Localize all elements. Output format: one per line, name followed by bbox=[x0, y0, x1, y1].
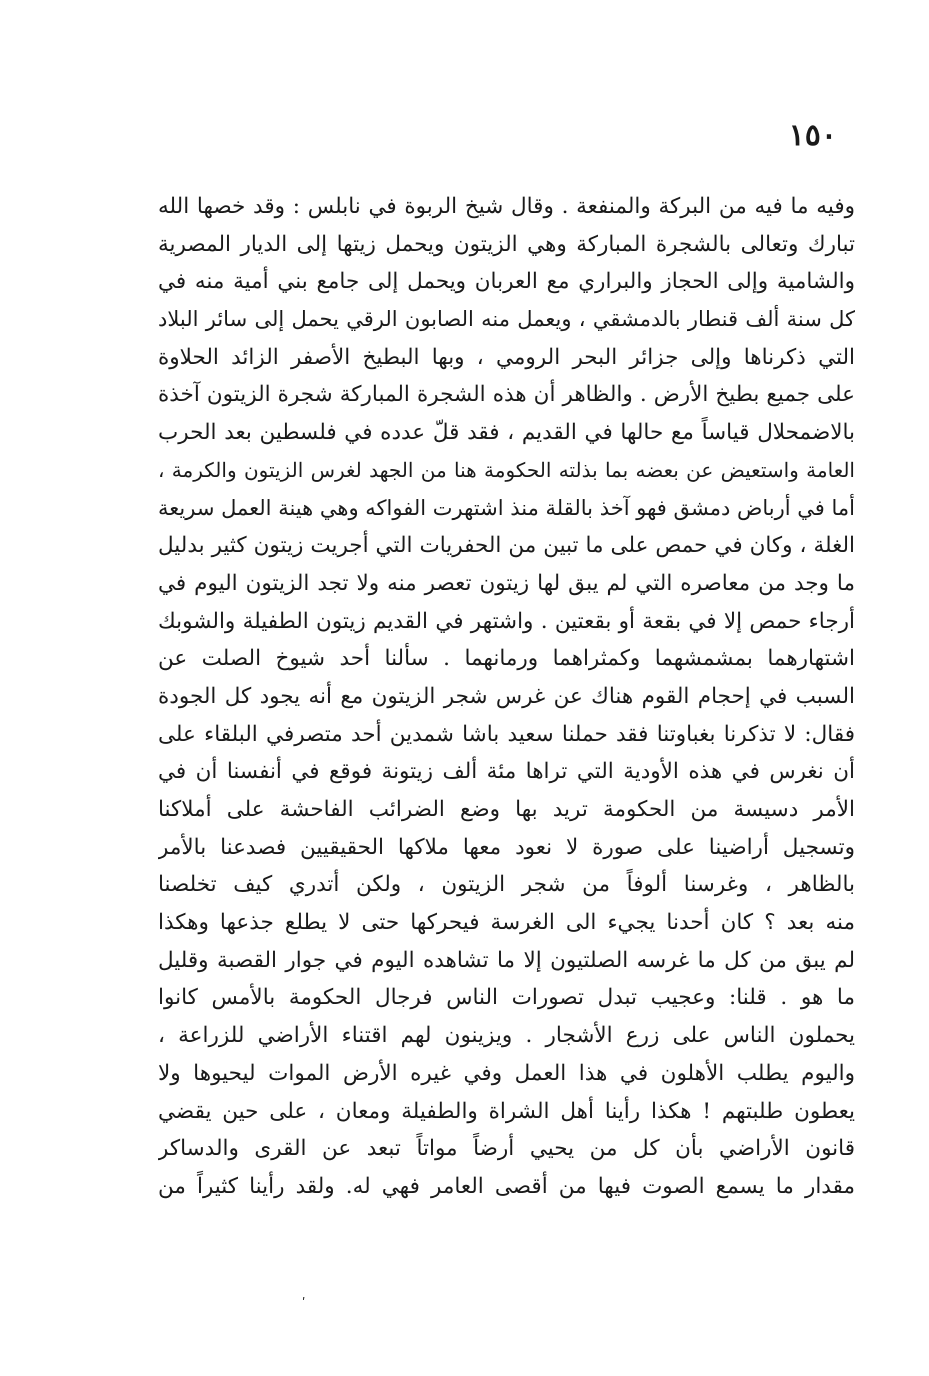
text-line: السبب في إحجام القوم هناك عن غرس شجر الزيتون مع أنه يجود كل الجودة bbox=[158, 683, 855, 709]
text-line: وتسجيل أراضينا على صورة لا نعود معها ملاكها الحقيقيين فصدعنا بالأمر bbox=[158, 834, 855, 860]
text-line: والشامية وإلى الحجاز والبراري مع العربان ويحمل إلى جامع بني أمية منه في bbox=[158, 269, 855, 295]
ink-speck: ʹ bbox=[302, 1296, 306, 1310]
text-line: وفيه ما فيه من البركة والمنفعة . وقال شيخ الربوة في نابلس : وقد خصها الله bbox=[158, 194, 855, 219]
text-line: منه بعد ؟ كان أحدنا يجيء الى الغرسة فيحركها حتى لا يطلع جذعها وهكذا bbox=[158, 910, 855, 936]
text-line: أن نغرس في هذه الأودية التي تراها مئة ألف زيتونة فوقع في أنفسنا أن في bbox=[158, 759, 855, 785]
text-line: تبارك وتعالى بالشجرة المباركة وهي الزيتون ويحمل زيتها إلى الديار المصرية bbox=[158, 231, 855, 257]
text-line: لم يبق من كل ما غرسه الصلتيون إلا ما تشاهده اليوم في جوار القصبة وقليل bbox=[158, 947, 855, 973]
text-line: ما وجد من معاصره التي لم يبق لها زيتون تعصر منه ولا تجد الزيتون اليوم في bbox=[158, 570, 855, 596]
text-line: التي ذكرناها وإلى جزائر البحر الرومي ، وبها البطيخ الأصفر الزائد الحلاوة bbox=[158, 344, 855, 370]
text-line: قانون الأراضي بأن كل من يحيي أرضاً مواتاً تبعد عن القرى والدساكر bbox=[158, 1136, 855, 1162]
text-line: بالاضمحلال قياساً مع حالها في القديم ، فقد قلّ عدده في فلسطين بعد الحرب bbox=[158, 420, 855, 446]
text-line: واليوم يطلب الأهلون في هذا العمل وفي غيره الأرض الموات ليحيوها ولا bbox=[158, 1060, 855, 1086]
text-line: الأمر دسيسة من الحكومة تريد بها وضع الضرائب الفاحشة على أملاكنا bbox=[158, 797, 855, 822]
text-line: العامة واستعيض عن بعضه بما بذلته الحكومة هنا من الجهد لغرس الزيتون والكرمة ، bbox=[158, 457, 855, 482]
text-line: كل سنة ألف قنطار بالدمشقي ، ويعمل منه الصابون الرقي يحمل إلى سائر البلاد bbox=[158, 307, 855, 332]
text-line: يعطون طلبتهم ! هكذا رأينا أهل الشراة والطفيلة ومعان ، على حين يقضي bbox=[158, 1098, 855, 1124]
text-line: بالظاهر ، وغرسنا ألوفاً من شجر الزيتون ، ولكن أتدري كيف تخلصنا bbox=[158, 872, 855, 898]
body-text bbox=[158, 188, 855, 1206]
text-line: مقدار ما يسمع الصوت فيها من أقصى العامر فهي له. ولقد رأينا كثيراً من bbox=[158, 1173, 855, 1199]
text-line: أما في أرباض دمشق فهو آخذ بالقلة منذ اشتهرت الفواكه وهي هينة العمل سريعة bbox=[158, 495, 855, 520]
page-number: ١٥٠ bbox=[788, 118, 837, 153]
text-line: الغلة ، وكان في حمص على ما تبين من الحفريات التي أجريت زيتون كثير بدليل bbox=[158, 533, 855, 559]
text-line: ما هو . قلنا: وعجيب تبدل تصورات الناس فرجال الحكومة بالأمس كانوا bbox=[158, 985, 855, 1011]
text-line: اشتهارهما بمشمشهما وكمثراهما ورمانهما . سألنا أحد شيوخ الصلت عن bbox=[158, 646, 855, 672]
text-line: فقال: لا تذكرنا بغباوتنا فقد حملنا سعيد باشا شمدين أحد متصرفي البلقاء على bbox=[158, 721, 855, 747]
text-line: على جميع بطيخ الأرض . والظاهر أن هذه الشجرة المباركة شجرة الزيتون آخذة bbox=[158, 382, 855, 408]
text-line: يحملون الناس على زرع الأشجار . ويزينون لهم اقتناء الأراضي للزراعة ، bbox=[158, 1023, 855, 1049]
text-line: أرجاء حمص إلا في بقعة أو بقعتين . واشتهر في القديم زيتون الطفيلة والشوبك bbox=[158, 608, 855, 634]
